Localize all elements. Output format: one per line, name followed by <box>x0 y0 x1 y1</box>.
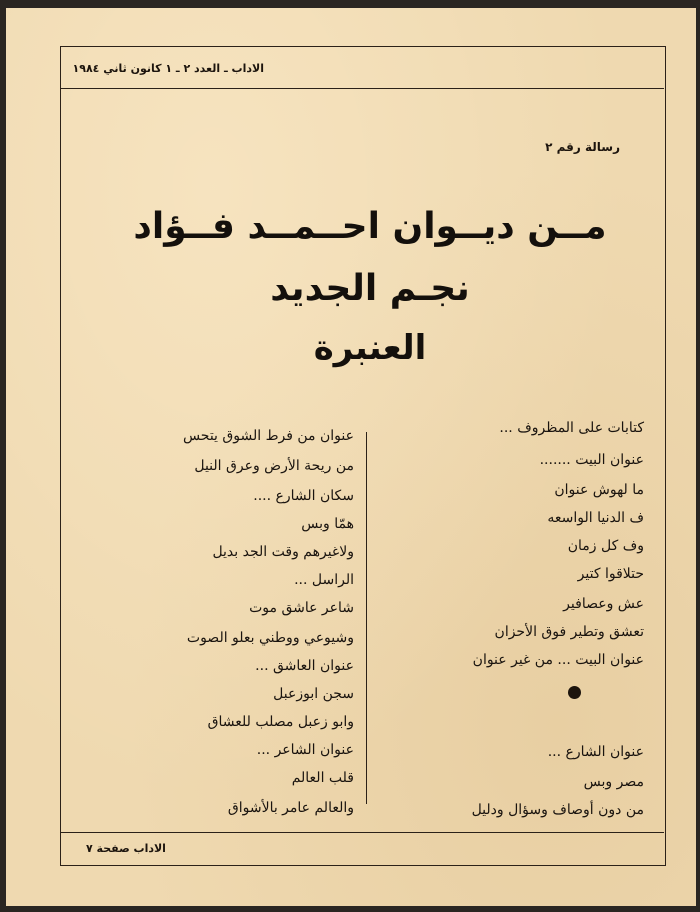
verse-left-14: والعالم عامر بالأشواق <box>227 800 354 816</box>
verse-left-5: ولاغيرهم وقت الجد بديل <box>212 544 354 560</box>
verse-right-9: عنوان البيت ... من غير عنوان <box>472 652 644 668</box>
verse-right-2: عنوان البيت ....... <box>539 452 644 468</box>
verse-left-8: وشيوعي ووطني بعلو الصوت <box>186 630 354 646</box>
section-dot <box>568 686 581 699</box>
verse-left-10: سجن ابوزعبل <box>273 686 354 702</box>
verse-right-5: وف كل زمان <box>567 538 644 554</box>
verse-left-12: عنوان الشاعر ... <box>256 742 354 758</box>
verse-right-4: ف الدنيا الواسعه <box>547 510 644 526</box>
verse-left-3: سكان الشارع .... <box>253 488 354 504</box>
footer-rule <box>60 832 664 833</box>
verse-left-1: عنوان من فرط الشوق يتحس <box>182 428 354 444</box>
verse-right-8: تعشق وتطير فوق الأحزان <box>494 624 644 640</box>
column-divider <box>366 432 367 804</box>
verse-right-12: من دون أوصاف وسؤال ودليل <box>471 802 644 818</box>
verse-right-10: عنوان الشارع ... <box>547 744 644 760</box>
verse-left-11: وابو زعبل مصلب للعشاق <box>207 714 354 730</box>
verse-right-3: ما لهوش عنوان <box>554 482 644 498</box>
verse-right-6: حتلاقوا كتير <box>577 566 644 582</box>
verse-left-9: عنوان العاشق ... <box>255 658 354 674</box>
verse-right-1: كتابات على المظروف ... <box>499 420 644 436</box>
title-line-1: مــن ديــوان احــمــد فــؤاد <box>133 206 607 247</box>
verse-right-11: مصر وبس <box>583 774 644 790</box>
issue-header: الاداب ـ العدد ٢ ـ ١ كانون ثاني ١٩٨٤ <box>72 62 264 75</box>
footer-page-number: الاداب صفحة ٧ <box>86 842 166 855</box>
verse-left-6: الراسل ... <box>294 572 354 588</box>
header-rule <box>60 88 664 89</box>
title-line-2: نجـم الجديد <box>270 268 470 309</box>
letter-number: رسالة رقم ٢ <box>545 140 620 154</box>
verse-right-7: عش وعصافير <box>563 596 644 612</box>
verse-left-13: قلب العالم <box>291 770 354 786</box>
verse-left-4: همّا وبس <box>301 516 354 532</box>
title-line-3: العنبرة <box>313 328 427 368</box>
verse-left-2: من ريحة الأرض وعرق النيل <box>194 458 354 474</box>
verse-left-7: شاعر عاشق موت <box>249 600 354 616</box>
